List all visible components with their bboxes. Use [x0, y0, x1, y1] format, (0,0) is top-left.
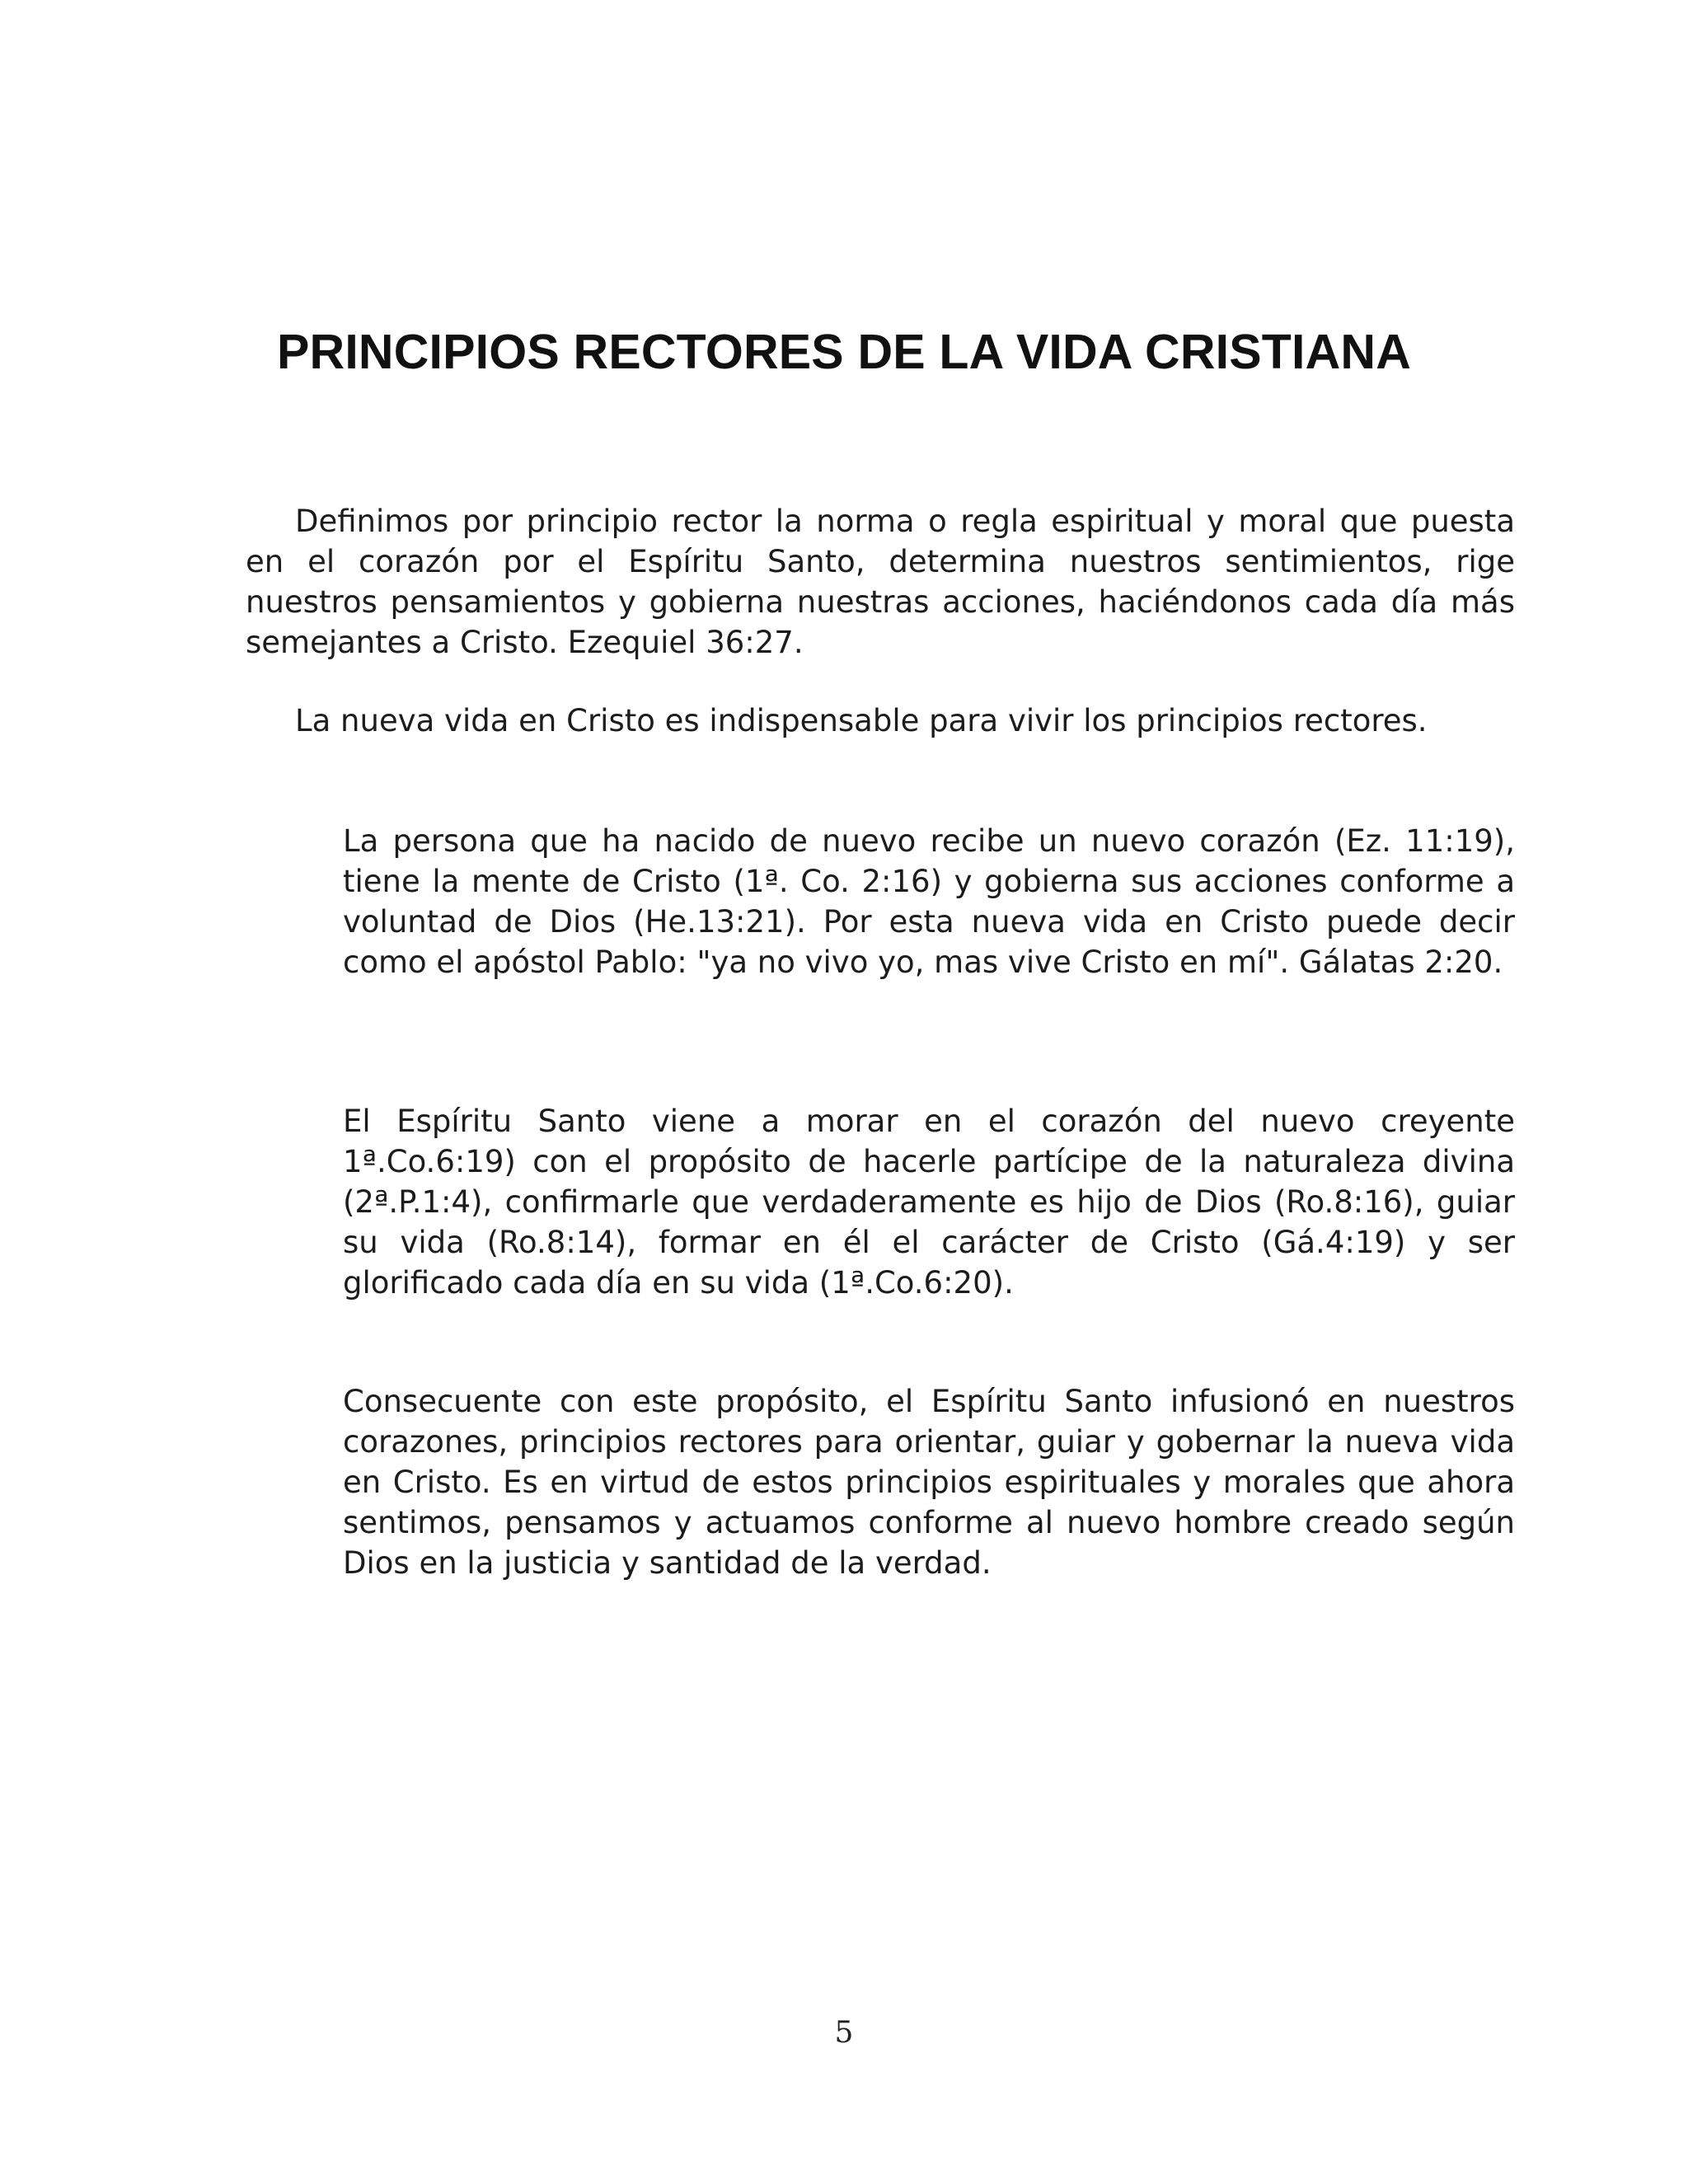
- paragraph-definition: Definimos por principio rector la norma o regla espiritual y moral que puesta en el corazón por el Espíritu Santo, determina nuestros sentimientos, rige nuestros pensamientos y gobierna nuestras acciones, haciéndonos cada día más semejantes a Cristo. Ezequiel 36:27.: [246, 504, 1515, 660]
- paragraph-born-again: La persona que ha nacido de nuevo recibe un nuevo corazón (Ez. 11:19), tiene la mente de Cristo (1ª. Co. 2:16) y gobierna sus acciones conforme a voluntad de Dios (He.13:21). Por esta nueva vida en Cristo puede decir como el apóstol Pablo: "ya no vivo yo, mas vive Cristo en mí". Gálatas 2:20.: [343, 823, 1515, 980]
- page-number: 5: [834, 2016, 854, 2050]
- page-title: PRINCIPIOS RECTORES DE LA VIDA CRISTIANA: [276, 325, 1412, 379]
- paragraph-holy-spirit: El Espíritu Santo viene a morar en el corazón del nuevo creyente 1ª.Co.6:19) con el propósito de hacerle partícipe de la naturaleza divina (2ª.P.1:4), confirmarle que verdaderamente es hijo de Dios (Ro.8:16), guiar su vida (Ro.8:14), formar en él el carácter de Cristo (Gá.4:19) y ser glorificado cada día en su vida (1ª.Co.6:20).: [343, 1104, 1515, 1301]
- paragraph-new-life: La nueva vida en Cristo es indispensable para vivir los principios rectores.: [295, 703, 1428, 738]
- paragraph-purpose: Consecuente con este propósito, el Espíritu Santo infusionó en nuestros corazones, principios rectores para orientar, guiar y gobernar la nueva vida en Cristo. Es en virtud de estos principios espirituales y morales que ahora sentimos, pensamos y actuamos conforme al nuevo hombre creado según Dios en la justicia y santidad de la verdad.: [343, 1384, 1515, 1581]
